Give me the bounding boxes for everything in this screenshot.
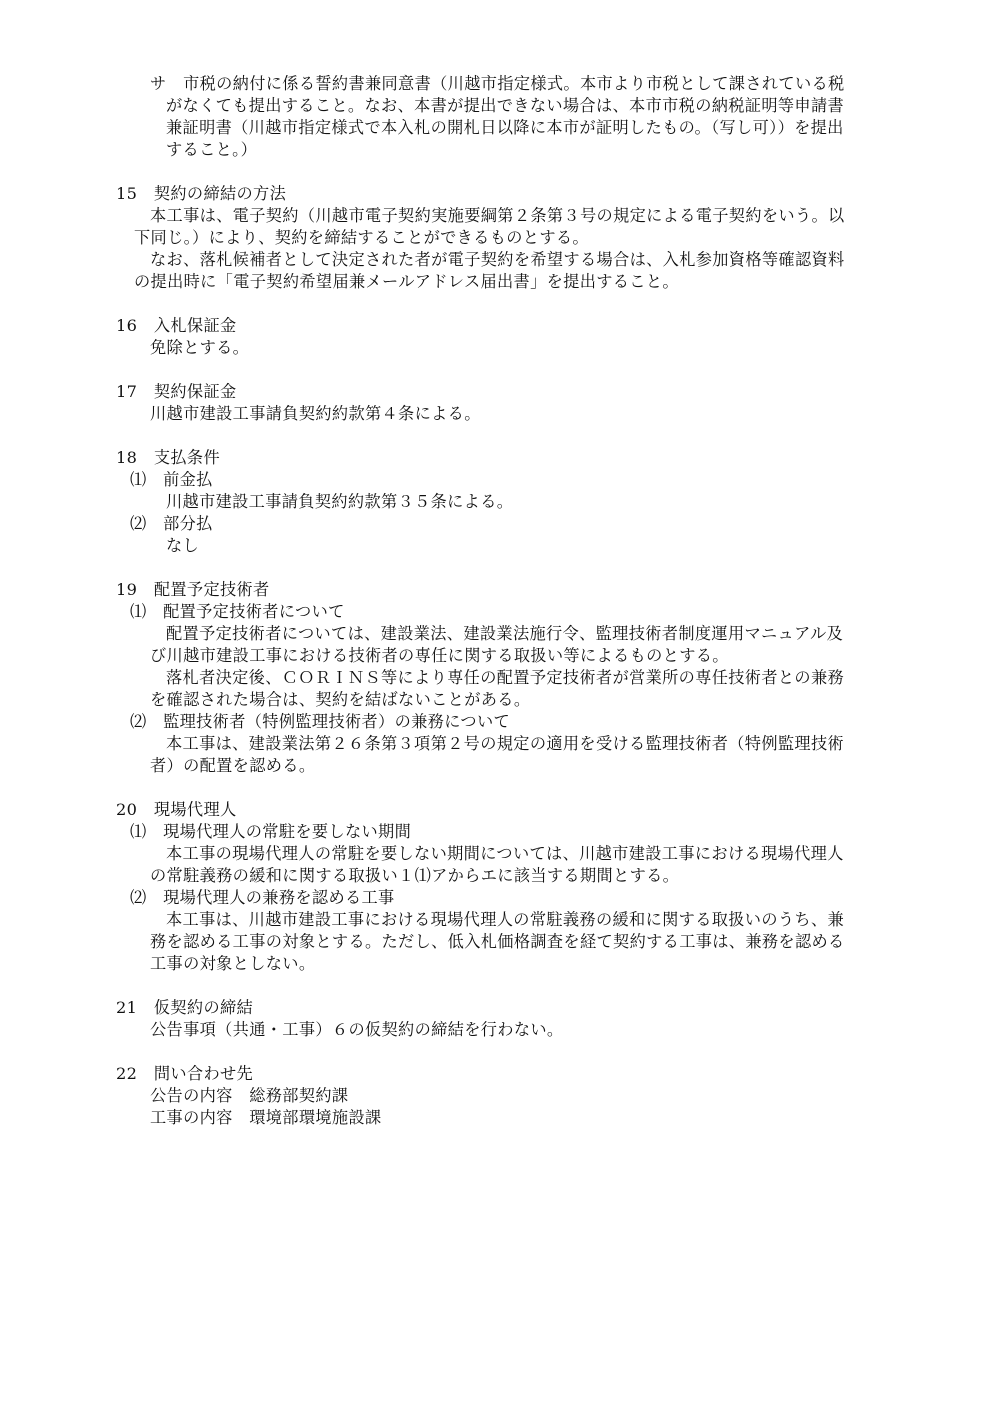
section-19-item-1-paragraph-1-line-1: 配置予定技術者については、建設業法、建設業法施行令、監理技術者制度運用マニュアル及 (166, 624, 844, 643)
section-15-paragraph-1-line-2: 下同じ。）により、契約を締結することができるものとする。 (134, 228, 589, 247)
item-sa-line-3: 兼証明書（川越市指定様式で本入札の開札日以降に本市が証明したもの。（写し可））を提出 (166, 118, 844, 137)
section-22-contact-work: 工事の内容 環境部環境施設課 (150, 1108, 382, 1127)
section-17-heading: 17 契約保証金 (116, 382, 237, 401)
item-sa-line-2: がなくても提出すること。なお、本書が提出できない場合は、本市市税の納税証明等申請書 (166, 96, 845, 115)
section-19-item-1-paragraph-2-line-2: を確認された場合は、契約を結ばないことがある。 (150, 690, 531, 709)
section-16-body: 免除とする。 (150, 338, 250, 357)
section-20-item-2-body-line-2: 務を認める工事の対象とする。ただし、低入札価格調査を経て契約する工事は、兼務を認める (150, 932, 845, 951)
section-19-heading: 19 配置予定技術者 (116, 580, 270, 599)
item-sa-line-4: すること。） (166, 140, 258, 159)
section-21-body: 公告事項（共通・工事）６の仮契約の締結を行わない。 (150, 1020, 564, 1039)
section-19-item-1-paragraph-2-line-1: 落札者決定後、ＣＯＲＩＮＳ等により専任の配置予定技術者が営業所の専任技術者との兼務 (166, 668, 845, 687)
section-20-item-2-body-line-1: 本工事は、川越市建設工事における現場代理人の常駐義務の緩和に関する取扱いのうち、兼 (166, 910, 845, 929)
section-19-item-2-body-line-2: 者）の配置を認める。 (150, 756, 316, 775)
section-15-heading: 15 契約の締結の方法 (116, 184, 287, 203)
section-18-item-2-body: なし (166, 536, 200, 555)
section-18-item-2-heading: ⑵ 部分払 (130, 514, 213, 533)
section-18-heading: 18 支払条件 (116, 448, 220, 467)
section-20-item-2-heading: ⑵ 現場代理人の兼務を認める工事 (130, 888, 395, 907)
section-22-heading: 22 問い合わせ先 (116, 1064, 254, 1083)
section-22-contact-notice: 公告の内容 総務部契約課 (150, 1086, 349, 1105)
section-18-item-1-heading: ⑴ 前金払 (130, 470, 213, 489)
section-19-item-2-body-line-1: 本工事は、建設業法第２６条第３項第２号の規定の適用を受ける監理技術者（特例監理技術 (166, 734, 845, 753)
section-15-paragraph-2-line-1: なお、落札候補者として決定された者が電子契約を希望する場合は、入札参加資格等確認資料 (150, 250, 845, 269)
section-19-item-2-heading: ⑵ 監理技術者（特例監理技術者）の兼務について (130, 712, 511, 731)
section-19-item-1-heading: ⑴ 配置予定技術者について (130, 602, 345, 621)
section-15-paragraph-1-line-1: 本工事は、電子契約（川越市電子契約実施要綱第２条第３号の規定による電子契約をいう。以 (150, 206, 845, 225)
section-19-item-1-paragraph-1-line-2: び川越市建設工事における技術者の専任に関する取扱い等によるものとする。 (150, 646, 729, 665)
section-20-heading: 20 現場代理人 (116, 800, 237, 819)
section-16-heading: 16 入札保証金 (116, 316, 237, 335)
section-18-item-1-body: 川越市建設工事請負契約約款第３５条による。 (166, 492, 514, 511)
section-20-item-2-body-line-3: 工事の対象としない。 (150, 954, 316, 973)
section-20-item-1-heading: ⑴ 現場代理人の常駐を要しない期間 (130, 822, 412, 841)
section-17-body: 川越市建設工事請負契約約款第４条による。 (150, 404, 481, 423)
section-20-item-1-body-line-2: の常駐義務の緩和に関する取扱い１⑴アからエに該当する期間とする。 (150, 866, 680, 885)
section-15-paragraph-2-line-2: の提出時に「電子契約希望届兼メールアドレス届出書」を提出すること。 (134, 272, 679, 291)
item-sa-line-1: サ 市税の納付に係る誓約書兼同意書（川越市指定様式。本市より市税として課されている税 (150, 74, 845, 93)
section-20-item-1-body-line-1: 本工事の現場代理人の常駐を要しない期間については、川越市建設工事における現場代理人 (166, 844, 844, 863)
section-21-heading: 21 仮契約の締結 (116, 998, 254, 1017)
